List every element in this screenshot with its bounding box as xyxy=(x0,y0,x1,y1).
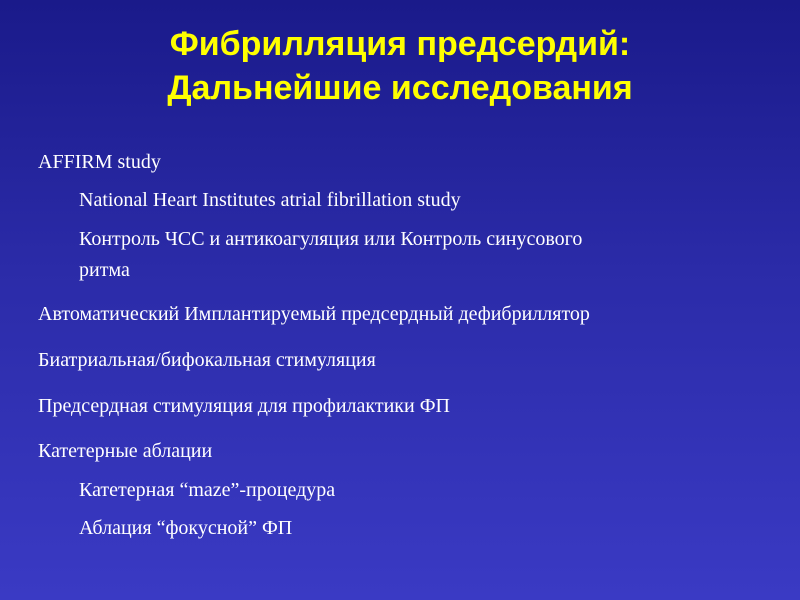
bullet-implantable-defibrillator: Автоматический Имплантируемый предсердный дефибриллятор xyxy=(38,303,590,325)
sub-bullet-rate-control: Контроль ЧСС и антикоагуляция или Контроль синусового xyxy=(79,228,583,250)
bullet-affirm-study: AFFIRM study xyxy=(38,151,161,173)
sub-bullet-nhi-study: National Heart Institutes atrial fibrillation study xyxy=(79,189,461,211)
slide-title-line-2: Дальнейшие исследования xyxy=(167,69,633,107)
slide-title xyxy=(0,22,800,110)
bullet-atrial-pacing-prevention: Предсердная стимуляция для профилактики ФП xyxy=(38,395,450,417)
slide-title-line-1: Фибрилляция предсердий: xyxy=(169,25,631,63)
sub-bullet-rhythm-control: ритма xyxy=(79,259,130,281)
bullet-biatrial-pacing: Биатриальная/бифокальная стимуляция xyxy=(38,349,376,371)
bullet-catheter-ablations: Катетерные аблации xyxy=(38,440,213,462)
sub-bullet-maze-procedure: Катетерная “maze”-процедура xyxy=(79,479,336,501)
sub-bullet-focal-af-ablation: Аблация “фокусной” ФП xyxy=(79,517,293,539)
